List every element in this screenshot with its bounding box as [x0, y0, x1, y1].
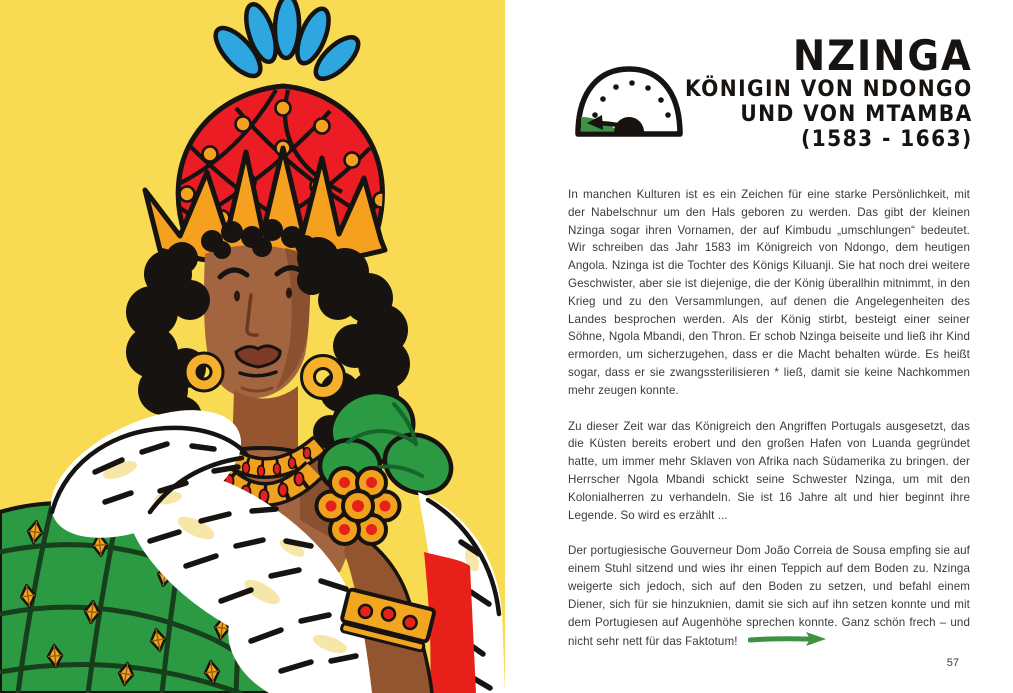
subtitle-line-2: UND VON MTAMBA — [740, 101, 973, 127]
green-arrow-icon — [748, 631, 828, 653]
text-page — [505, 0, 1013, 693]
eye-right — [286, 288, 292, 299]
subtitle-line-1: KÖNIGIN VON NDONGO — [685, 77, 973, 103]
subtitle-line-3: (1583 - 1663) — [801, 126, 973, 152]
nzinga-illustration — [0, 0, 505, 693]
paragraph-2: Zu dieser Zeit war das Königreich den Angriffen Portugals ausgesetzt, das die Küsten bereits erobert und den großen Hafen von Luanda gegründet hatte, um immer mehr Sklaven von Afrika nach Südamerika zu bringen. der Herrscher Ngola Mbandi schickt seine Schwester Nzinga, um mit den Kolonialherren zu verhandeln. Sie ist 16 Jahre alt und hier beginnt ihre Legende. So wird es erzählt ... — [568, 419, 970, 522]
body-text — [568, 186, 970, 671]
paragraph-3-text: Der portugiesische Gouverneur Dom João Correia de Sousa empfing sie auf einem Stuhl sitzend und wies ihr einen Teppich auf dem Boden zu. Nzinga weigerte sich jedoch, sich auf den Boden zu setzen, und befahl einem Diener, sich für sie hinzuknien, damit sie sich auf ihn setzen konnte und mit dem Portugiesen auf Augenhöhe sprechen konnte. Ganz schön frech – und nicht sehr nett für das Faktotum! — [568, 544, 970, 649]
gold-flower-brooch — [317, 468, 400, 544]
illustration-page — [0, 0, 505, 693]
paragraph-1: In manchen Kulturen ist es ein Zeichen für eine starke Persönlichkeit, mit der Nabelschnur um den Hals geboren zu werden. Das gibt der kleinen Nzinga sogar ihren Vornamen, der auf Kimbudu „umschlungen“ bedeutet. Wir schreiben das Jahr 1583 im Königreich von Ndongo, dem heutigen Angola. Nzinga ist die Tochter des Königs Kiluanji. Sie hat noch drei weitere Geschwister, aber sie ist diejenige, die der König überallhin mitnimmt, in den Krieg und zu den Versammlungen, auf denen die Angelegenheiten des Landes besprochen werden. Als der König stirbt, besteigt einer seiner Söhne, Ngola Mbandi, den Thron. Er schob Nzinga beiseite und ließ ihr Kind ermorden, um sicherzugehen, dass er die Macht behalten würde. Es heißt sogar, dass er sie zwangssterilisieren * ließ, damit sie keine Nachkommen mehr zeugen konnte. — [568, 188, 970, 397]
eye-left — [234, 291, 240, 302]
paragraph-3 — [568, 542, 970, 653]
danger-gauge-icon — [569, 60, 689, 147]
page-number: 57 — [946, 657, 959, 669]
chapter-header — [685, 31, 973, 153]
page-title: NZINGA — [793, 31, 973, 80]
